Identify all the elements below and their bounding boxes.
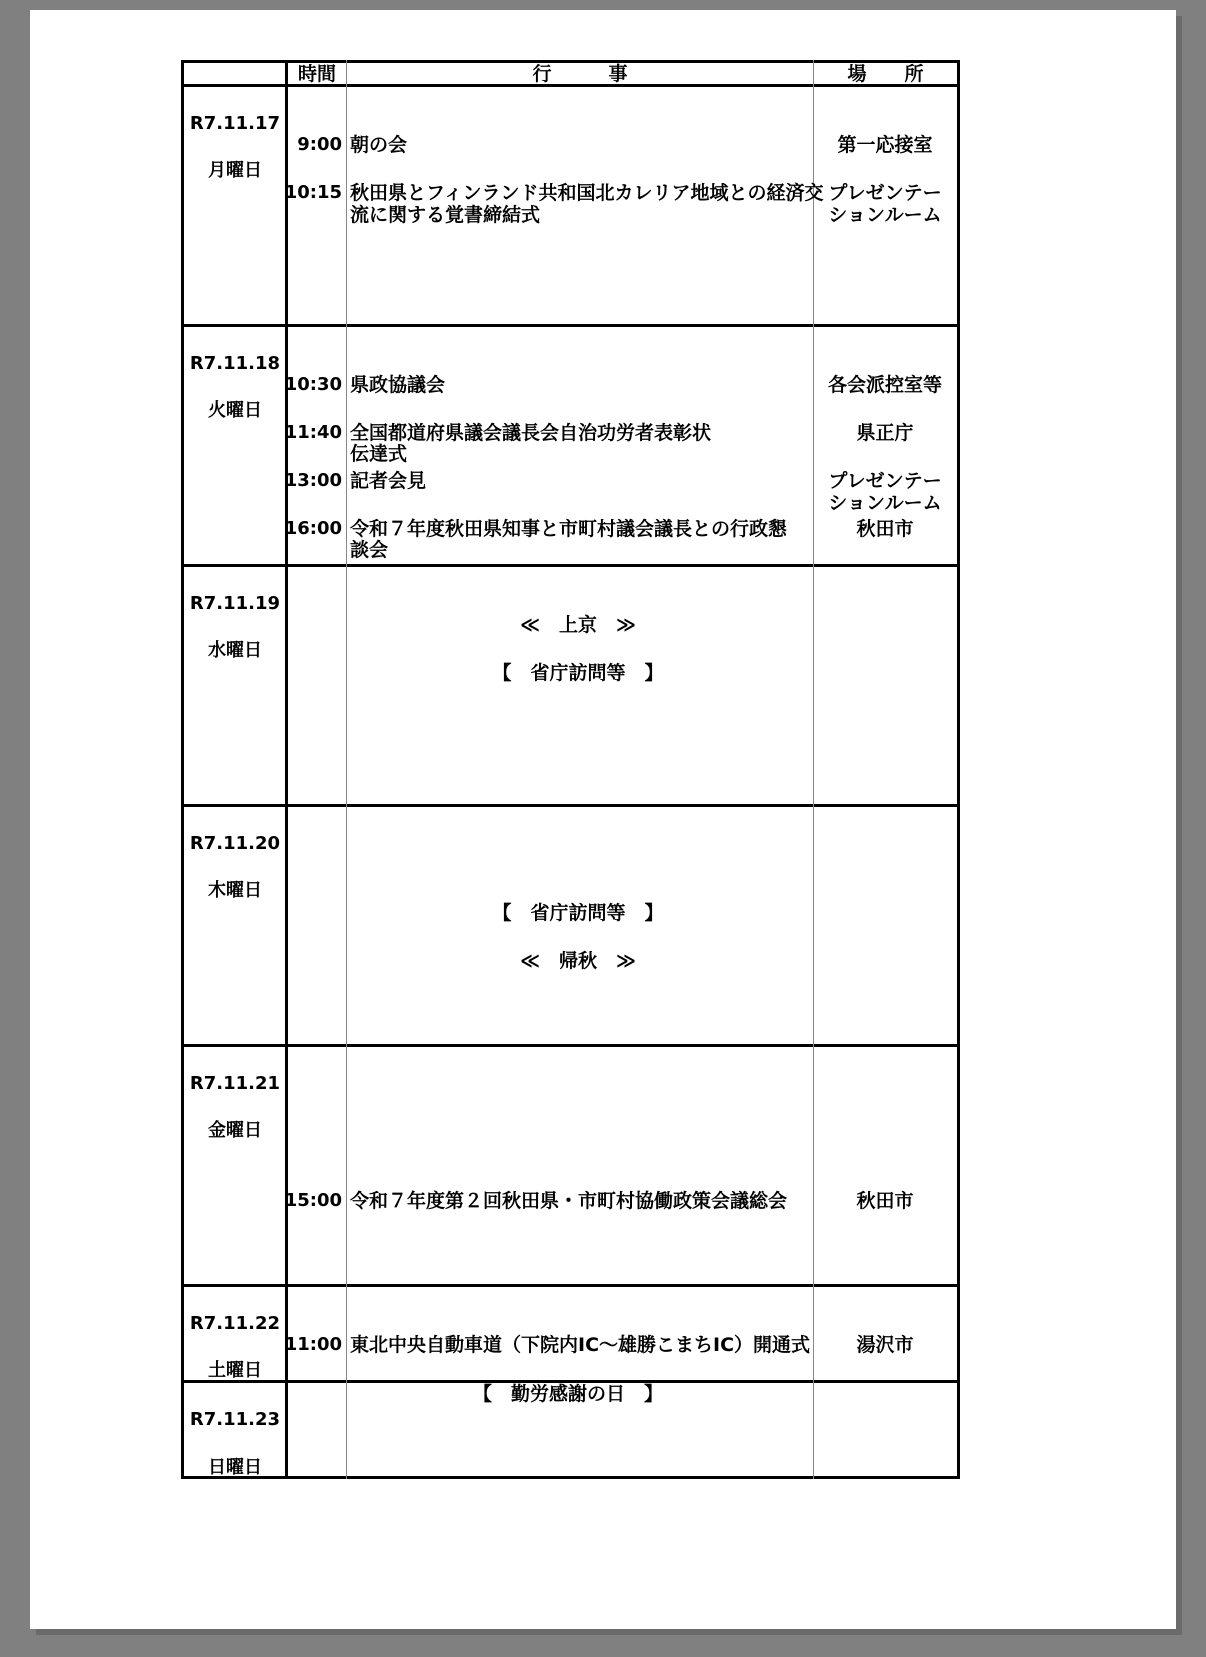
day-date: R7.11.23: [189, 1409, 281, 1430]
item-place: 県正庁: [856, 422, 914, 444]
day-date: R7.11.19: [189, 593, 281, 614]
item-place: 秋田市: [856, 1190, 914, 1212]
item-time: 13:00: [284, 470, 342, 491]
day-date: R7.11.20: [189, 833, 281, 854]
item-event: 東北中央自動車道（下院内IC～雄勝こまちIC）開通式: [350, 1334, 811, 1356]
item-place: 湯沢市: [856, 1334, 914, 1356]
item-place: 第一応接室: [837, 134, 933, 156]
document-page: [30, 10, 1176, 1629]
day-date: R7.11.18: [189, 353, 281, 374]
header-event: 行 事: [532, 63, 628, 85]
day-weekday: 土曜日: [208, 1360, 262, 1381]
day-note: 【 省庁訪問等 】: [492, 902, 664, 924]
row-divider-4: [181, 1044, 960, 1047]
table-right-border: [957, 60, 960, 1479]
item-event-line: 秋田県とフィンランド共和国北カレリア地域との経済交: [350, 182, 824, 204]
item-place: 各会派控室等: [827, 374, 942, 396]
row-divider-3: [181, 804, 960, 807]
item-place-line: プレゼンテー: [828, 182, 942, 204]
day-date: R7.11.21: [189, 1073, 281, 1094]
item-event: 記者会見: [350, 470, 427, 492]
row-divider-1: [181, 324, 960, 327]
day-weekday: 水曜日: [208, 640, 262, 661]
item-time: 9:00: [297, 134, 342, 155]
item-event-line: 談会: [350, 539, 389, 561]
item-event: 県政協議会: [350, 374, 446, 396]
item-event-line: 伝達式: [350, 443, 408, 465]
item-event-line: 全国都道府県議会議長会自治功労者表彰状: [350, 422, 712, 444]
item-place: 秋田市: [856, 518, 914, 540]
table-left-border: [181, 60, 184, 1479]
time-event-separator: [346, 60, 347, 1479]
table-bottom-border: [181, 1476, 960, 1479]
item-event-line: 流に関する覚書締結式: [350, 204, 541, 226]
day-note: 【 省庁訪問等 】: [492, 662, 664, 684]
item-place-line: ションルーム: [828, 204, 942, 226]
day-weekday: 月曜日: [208, 160, 262, 181]
item-place-line: ションルーム: [828, 492, 942, 514]
item-event: 令和７年度第２回秋田県・市町村協働政策会議総会: [350, 1190, 788, 1212]
item-time: 11:40: [284, 422, 342, 443]
day-date: R7.11.22: [189, 1313, 281, 1334]
day-note: ≪ 上京 ≫: [520, 614, 636, 636]
day-date: R7.11.17: [189, 113, 281, 134]
day-weekday: 火曜日: [208, 400, 262, 421]
day-weekday: 木曜日: [208, 880, 262, 901]
date-time-separator: [285, 60, 288, 1479]
day-note: ≪ 帰秋 ≫: [520, 950, 636, 972]
header-time: 時間: [297, 63, 336, 85]
day-weekday: 金曜日: [208, 1120, 262, 1141]
item-event: 朝の会: [350, 134, 408, 156]
header-place: 場 所: [847, 63, 924, 85]
item-time: 11:00: [284, 1334, 342, 1355]
item-time: 10:30: [284, 374, 342, 395]
item-time: 16:00: [284, 518, 342, 539]
item-time: 15:00: [284, 1190, 342, 1211]
row-divider-5: [181, 1284, 960, 1287]
item-event-line: 令和７年度秋田県知事と市町村議会議長との行政懇: [350, 518, 788, 540]
day-note: 【 勤労感謝の日 】: [472, 1383, 663, 1405]
day-weekday: 日曜日: [208, 1457, 262, 1478]
event-place-separator: [813, 60, 814, 1479]
item-time: 10:15: [284, 182, 342, 203]
item-place-line: プレゼンテー: [828, 470, 942, 492]
row-divider-2: [181, 564, 960, 567]
